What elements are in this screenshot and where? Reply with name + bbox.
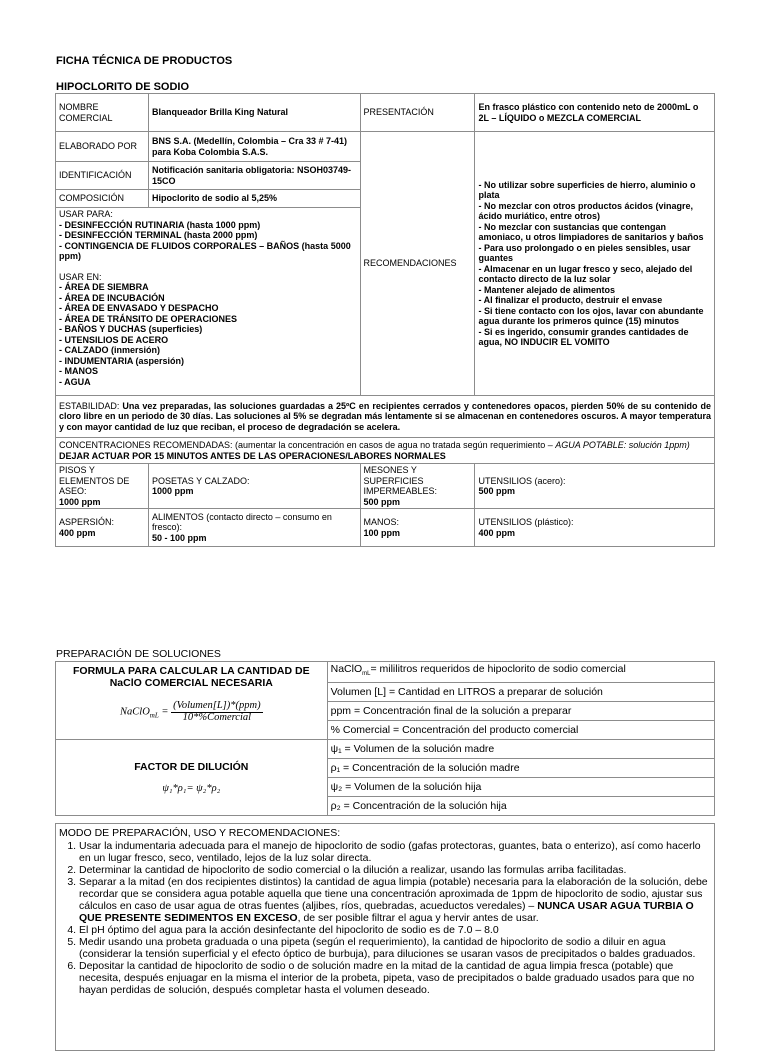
usar-en-item: - CALZADO (inmersión) xyxy=(59,345,160,355)
recomendacion-item: - Al finalizar el producto, destruir el envase xyxy=(478,295,663,305)
identificacion-value: Notificación sanitaria obligatoria: NSOH03749-15CO xyxy=(148,162,360,190)
modo-item: 1. Usar la indumentaria adecuada para el manejo de hipoclorito de sodio (gafas protectoras, guantes, bata o enterizo), así como hacerlo en un lugar fresco, seco, ventilado, lejos de la luz solar directa. xyxy=(79,840,711,864)
grid-value: 1000 ppm xyxy=(59,496,101,507)
estabilidad-label: ESTABILIDAD: xyxy=(59,400,120,411)
formula-def: % Comercial = Concentración del producto comercial xyxy=(327,721,714,740)
formula-denominator: 10*%Comercial xyxy=(182,711,252,723)
usar-en-label: USAR EN: xyxy=(59,271,102,282)
dilution-def: ψ₁ = Volumen de la solución madre xyxy=(327,740,714,759)
grid-value: 50 - 100 ppm xyxy=(151,532,207,543)
formula-def: Volumen [L] = Cantidad en LITROS a preparar de solución xyxy=(327,683,714,702)
dilution-cell xyxy=(56,740,328,816)
recomendaciones-label: RECOMENDACIONES xyxy=(360,132,475,396)
product-spec-table xyxy=(55,93,715,547)
dilution-formula: ψ₁*ρ₁= ψ₂*ρ₂ xyxy=(162,782,221,794)
formula-def: ppm = Concentración final de la solución a preparar xyxy=(327,702,714,721)
grid-cell xyxy=(148,464,360,509)
dilution-def: ρ₂ = Concentración de la solución hija xyxy=(327,797,714,816)
grid-label: ALIMENTOS (contacto directo – consumo en fresco): xyxy=(151,511,332,533)
concentraciones-italic: AGUA POTABLE: solución 1ppm) xyxy=(555,440,690,450)
concentraciones-cell xyxy=(56,438,715,464)
elaborado-label: ELABORADO POR xyxy=(56,132,149,162)
grid-label: UTENSILIOS (plástico): xyxy=(478,517,574,527)
formula-def-row xyxy=(327,662,714,683)
usar-en-item: - UTENSILIOS DE ACERO xyxy=(59,334,169,345)
formula-lhs: NaClO xyxy=(120,706,150,718)
formula-fraction xyxy=(171,701,263,723)
usar-en-item: - ÁREA DE INCUBACIÓN xyxy=(59,292,165,303)
recomendacion-item: - No utilizar sobre superficies de hierro, aluminio o plata xyxy=(478,179,696,200)
recomendacion-item: - No mezclar con sustancias que contengan amoniaco, u otros limpiadores de sanitarios y baños xyxy=(478,221,704,242)
concentraciones-label: CONCENTRACIONES RECOMENDADAS: (aumentar la concentración en casos de agua no tratada según requerimiento – xyxy=(59,440,553,450)
modo-item-bold: NUNCA USAR AGUA TURBIA O QUE PRESENTE SEDIMENTOS EN EXCESO xyxy=(79,900,694,924)
usar-para-item: - DESINFECCIÓN TERMINAL (hasta 2000 ppm) xyxy=(59,230,258,240)
grid-label: POSETAS Y CALZADO: xyxy=(151,475,250,486)
identificacion-label: IDENTIFICACIÓN xyxy=(56,162,149,190)
presentacion-value: En frasco plástico con contenido neto de 2000mL o 2L – LÍQUIDO o MEZCLA COMERCIAL xyxy=(475,94,715,132)
grid-label: UTENSILIOS (acero): xyxy=(478,475,566,486)
formula-equals: = xyxy=(161,706,169,718)
grid-label: MESONES Y SUPERFICIES IMPERMEABLES: xyxy=(363,465,438,496)
grid-value: 400 ppm xyxy=(478,527,515,538)
grid-cell xyxy=(475,464,715,509)
recomendacion-item: - Almacenar en un lugar fresco y seco, alejado del contacto directo de la luz solar xyxy=(478,263,693,284)
recomendaciones-list xyxy=(475,132,715,396)
grid-cell xyxy=(56,509,149,547)
formula-def: = mililitros requeridos de hipoclorito de sodio comercial xyxy=(370,663,626,675)
formula-sub: mL xyxy=(149,711,159,720)
estabilidad-text: Una vez preparadas, las soluciones guardadas a 25ºC en recipientes cerrados y contenedores opacos, pierden 50% de su contenido de cloro libre en un periodo de 30 días. Las soluciones al 5% se degradan más lentamente si se almacenan en contenedores oscuros. A mayor temperatura y con mayor cantidad de luz que reciban, el proceso de degradación se acelera. xyxy=(59,400,711,432)
modo-list xyxy=(59,840,711,996)
product-title: HIPOCLORITO DE SODIO xyxy=(56,81,190,93)
usar-para-list xyxy=(59,220,357,262)
usar-en-item: - ÁREA DE TRÁNSITO DE OPERACIONES xyxy=(59,313,238,324)
recomendacion-item: - Si es ingerido, consumir grandes cantidades de agua, NO INDUCIR EL VOMITO xyxy=(478,326,689,347)
modo-item: 5. Medir usando una probeta graduada o una pipeta (según el requerimiento), la cantidad de hipoclorito de sodio a diluir en agua (considerar la tensión superficial y el efecto óptico de burbuja), para diluciones se usaran vasos de precipitados o baldes graduados. xyxy=(79,936,711,960)
modo-item: 4. El pH óptimo del agua para la acción desinfectante del hipoclorito de sodio es de 7.0 – 8.0 xyxy=(79,924,711,936)
grid-cell xyxy=(475,509,715,547)
usar-para-label: USAR PARA: xyxy=(59,209,113,219)
doc-title: FICHA TÉCNICA DE PRODUCTOS xyxy=(56,55,233,67)
usar-en-item: - ÁREA DE ENVASADO Y DESPACHO xyxy=(59,303,219,313)
estabilidad-cell xyxy=(56,396,715,438)
recomendacion-item: - Mantener alejado de alimentos xyxy=(478,284,616,295)
concentraciones-bold: DEJAR ACTUAR POR 15 MINUTOS ANTES DE LAS OPERACIONES/LABORES NORMALES xyxy=(59,450,446,461)
modo-item-tail: , de ser posible filtrar el agua y hervir antes de usar. xyxy=(297,912,539,924)
recomendacion-item: - No mezclar con otros productos ácidos (vinagre, ácido muriático, entre otros) xyxy=(478,200,694,221)
modo-item-text: Separar a la mitad (en dos recipientes distintos) la cantidad de agua limpia (potable) necesaria para la elaboración de la solución, debe recordar que se considera agua potable aquella que tiene una concentración aproximada de 1ppm de hipoclorito de sodio, ajustar sus cálculos en caso de usar agua de otras fuentes (aljibes, ríos, quebradas, acueductos veredales) – xyxy=(79,876,708,912)
usar-para-item: - DESINFECCIÓN RUTINARIA (hasta 1000 ppm) xyxy=(59,219,261,230)
formula-title: FORMULA PARA CALCULAR LA CANTIDAD DE NaClO COMERCIAL NECESARIA xyxy=(72,665,310,689)
usar-en-item: - INDUMENTARIA (aspersión) xyxy=(59,355,185,366)
modo-item xyxy=(79,876,711,924)
presentacion-label: PRESENTACIÓN xyxy=(360,94,475,132)
formula-numerator: (Volumen[L])*(ppm) xyxy=(173,700,261,711)
grid-value: 1000 ppm xyxy=(151,486,194,496)
modo-item: 2. Determinar la cantidad de hipoclorito de sodio comercial o la dilución a realizar, usando las formulas arriba facilitadas. xyxy=(79,864,711,876)
recomendacion-item: - Si tiene contacto con los ojos, lavar con abundante agua durante los primeros quince (15) minutos xyxy=(478,305,704,326)
formula-cell xyxy=(56,662,328,740)
grid-label: ASPERSIÓN: xyxy=(59,517,115,527)
grid-cell xyxy=(148,509,360,547)
usar-en-item: - ÁREA DE SIEMBRA xyxy=(59,282,149,292)
usar-en-item: - AGUA xyxy=(59,376,91,387)
grid-cell xyxy=(360,509,475,547)
dilution-def: ρ₁ = Concentración de la solución madre xyxy=(327,759,714,778)
composicion-label: COMPOSICIÓN xyxy=(56,190,149,208)
elaborado-value: BNS S.A. (Medellín, Colombia – Cra 33 # 7-41) para Koba Colombia S.A.S. xyxy=(148,132,360,162)
grid-label: PISOS Y ELEMENTOS DE ASEO: xyxy=(59,465,130,496)
nombre-label: NOMBRE COMERCIAL xyxy=(56,94,149,132)
grid-value: 100 ppm xyxy=(363,527,401,538)
usar-para-item: - CONTINGENCIA DE FLUIDOS CORPORALES – BAÑOS (hasta 5000 ppm) xyxy=(59,240,351,261)
usos-cell xyxy=(56,208,361,396)
grid-label: MANOS: xyxy=(363,517,400,527)
usar-en-list xyxy=(59,282,357,387)
modo-box xyxy=(55,823,715,1051)
composicion-value: Hipoclorito de sodio al 5,25% xyxy=(148,190,360,208)
prep-title: PREPARACIÓN DE SOLUCIONES xyxy=(56,648,221,660)
grid-cell xyxy=(56,464,149,509)
modo-title: MODO DE PREPARACIÓN, USO Y RECOMENDACIONES: xyxy=(59,827,341,839)
recomendacion-item: - Para uso prolongado o en pieles sensibles, usar guantes xyxy=(478,242,691,263)
grid-cell xyxy=(360,464,475,509)
grid-value: 500 ppm xyxy=(478,486,515,496)
modo-item: 6. Depositar la cantidad de hipoclorito de sodio o de solución madre en la mitad de la cantidad de agua limpia fresca (potable) que necesita, después enjuagar en la misma el interior de la probeta, pipeta, vaso de precipitados o balde graduado usados para que no hayan perdidas de solución, después completar hasta el volumen deseado. xyxy=(79,960,711,996)
nombre-value: Blanqueador Brilla King Natural xyxy=(148,94,360,132)
usar-en-item: - BAÑOS Y DUCHAS (superficies) xyxy=(59,324,203,334)
grid-value: 500 ppm xyxy=(363,496,401,507)
formula-table xyxy=(55,661,715,816)
dilution-def: ψ₂ = Volumen de la solución hija xyxy=(327,778,714,797)
dilution-title: FACTOR DE DILUCIÓN xyxy=(134,760,249,773)
def-sub: mL xyxy=(362,671,371,678)
def-lhs: NaClO xyxy=(330,663,363,675)
recomendaciones-items xyxy=(478,180,711,348)
formula-expression xyxy=(59,701,324,723)
usar-en-item: - MANOS xyxy=(59,366,98,376)
grid-value: 400 ppm xyxy=(59,527,96,538)
